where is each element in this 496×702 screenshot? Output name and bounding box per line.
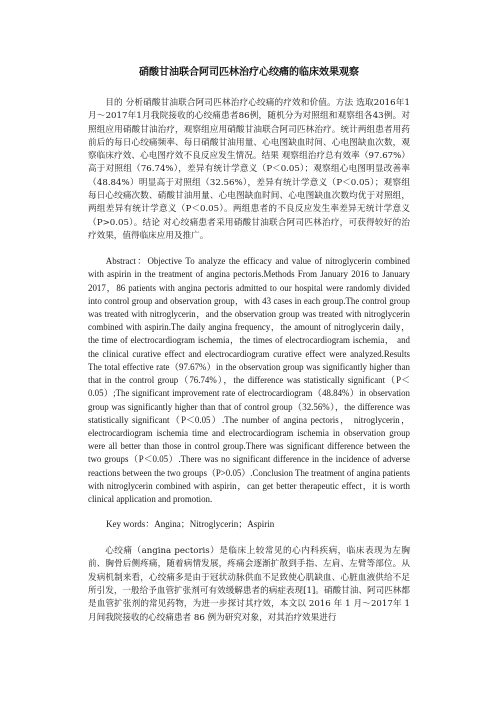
paper-title: 硝酸甘油联合阿司匹林治疗心绞痛的临床效果观察 xyxy=(139,67,359,78)
abstract-chinese: 目的 分析硝酸甘油联合阿司匹林治疗心绞痛的疗效和价值。方法 选取2016年1月～2017年1月我院接收的心绞痛患者86例，随机分为对照组和观察组各43例。对照组应用硝酸甘油治疗，观察组应用硝酸甘油联合阿司匹林治疗。统计两组患者用药前后的每日心绞痛频率、每日硝酸甘油用量、心电图缺血时间、心电图缺血次数，观察临床疗效、心电图疗效不良反应发生情况。结果 观察组治疗总有效率（97.67%）高于对照组（76.74%），差异有统计学意义（P＜0.05）；观察组心电图明显改善率（48.84%）明显高于对照组（32.56%），差异有统计学意义（P＜0.05）；观察组每日心绞痛次数、硝酸甘油用量、心电图缺血时间、心电图缺血次数均优于对照组，两组差异有统计学意义（P＜0.05）。两组患者的不良反应发生率差异无统计学意义（P>0.05）。结论 对心绞痛患者采用硝酸甘油联合阿司匹林治疗，可获得较好的治疗效果，值得临床应用及推广。 xyxy=(88,98,410,241)
keywords: Key words：Angina；Nitroglycerin；Aspirin xyxy=(106,519,275,530)
introduction-paragraph: 心绞痛（angina pectoris）是临床上较常见的心内科疾病，临床表现为左胸前、胸骨后侧疼痛，随着病情发展，疼痛会逐渐扩散到手指、左肩、左臂等部位。从发病机制来看，心绞痛多是由于冠状动脉供血不足致使心肌缺血、心脏血液供给不足所引发，一般给予血管扩张剂可有效缓解患者的病症表现[1]。硝酸甘油、阿司匹林都是血管扩张剂的常见药物，为进一步探讨其疗效，本文以 2016 年 1 月～2017年 1 月间我院接收的心绞痛患者 86 例为研究对象，对其治疗效果进行 xyxy=(88,546,410,623)
abstract-english: Abstract：Objective To analyze the efficacy and value of nitroglycerin combined with aspirin in the treatment of angina pectoris.Methods From January 2016 to January 2017，86 patients with angina pectoris admitted to our hospital were randomly divided into control group and observation group，with 43 cases in each group.The control group was treated with nitroglycerin，and the observation group was treated with nitroglycerin combined with aspirin.The daily angina frequency，the amount of nitroglycerin daily，the time of electrocardiogram ischemia，the times of electrocardiogram ischemia， and the clinical curative effect and electrocardiogram curative effect were analyzed.Results The total effective rate（97.67%）in the observation group was significantly higher than that in the control group（76.74%），the difference was statistically significant（P＜0.05）;The significant improvement rate of electrocardiogram（48.84%）in observation group was significantly higher than that of control group（32.56%），the difference was statistically significant（P＜0.05）.The number of angina pectoris， nitroglycerin， electrocardiogram ischemia time and electrocardiogram ischemia in observation group were all better than those in control group.There was significant difference between the two groups（P＜0.05）.There was no significant difference in the incidence of adverse reactions between the two groups（P>0.05）.Conclusion The treatment of angina patients with nitroglycerin combined with aspirin，can get better therapeutic effect，it is worth clinical application and promotion. xyxy=(88,256,410,504)
